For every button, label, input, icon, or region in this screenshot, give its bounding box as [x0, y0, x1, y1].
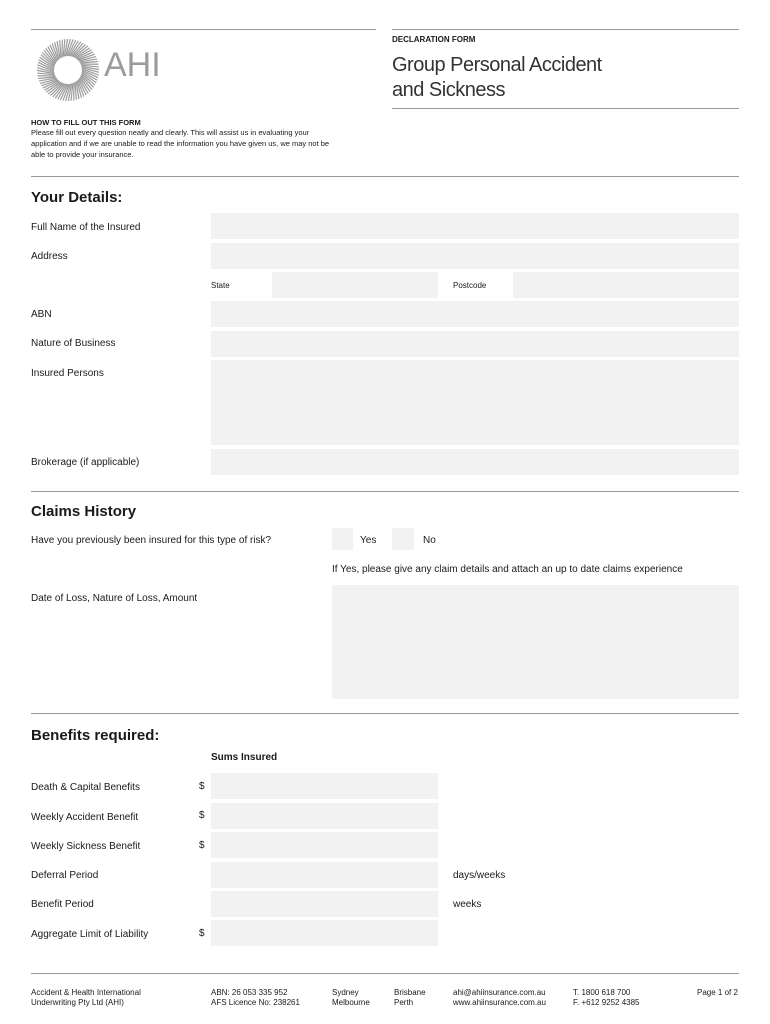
deferral-period-field[interactable] — [211, 862, 438, 888]
death-capital-label: Death & Capital Benefits — [31, 782, 140, 793]
insured-persons-label: Insured Persons — [31, 368, 104, 379]
abn-text: ABN: 26 053 335 952 — [211, 988, 288, 997]
state-label: State — [211, 281, 230, 290]
brokerage-field[interactable] — [211, 449, 739, 475]
instructions-line: Please fill out every question neatly and clearly. This will assist us in evaluating your — [31, 128, 310, 137]
footer-company — [31, 988, 141, 1008]
state-field[interactable] — [272, 272, 438, 298]
your-details-title: Your Details: — [31, 189, 123, 206]
sums-insured-heading: Sums Insured — [211, 752, 278, 763]
form-kind: DECLARATION FORM — [392, 35, 476, 44]
nature-of-business-label: Nature of Business — [31, 338, 116, 349]
abn-field[interactable] — [211, 301, 739, 327]
postcode-label: Postcode — [453, 281, 487, 290]
afs-text: AFS Licence No: 238261 — [211, 998, 300, 1007]
yes-label: Yes — [360, 535, 377, 546]
currency-symbol: $ — [199, 781, 205, 792]
header-rule-left — [31, 29, 376, 30]
death-capital-field[interactable] — [211, 773, 438, 799]
yes-checkbox[interactable] — [332, 528, 353, 550]
city: Melbourne — [332, 998, 370, 1007]
weekly-sickness-label: Weekly Sickness Benefit — [31, 841, 141, 852]
address-label: Address — [31, 251, 68, 262]
email-link[interactable]: ahi@ahiinsurance.com.au — [453, 988, 546, 997]
no-checkbox[interactable] — [392, 528, 414, 550]
section-rule-details — [31, 176, 739, 177]
city: Brisbane — [394, 988, 426, 997]
instructions-line: application and if we are unable to read the information you have given us, we may not be — [31, 139, 330, 148]
city: Perth — [394, 998, 414, 1007]
footer-contact-phone — [573, 988, 640, 1008]
benefit-period-label: Benefit Period — [31, 899, 94, 910]
footer-rule — [31, 973, 739, 974]
benefit-period-unit: weeks — [453, 899, 482, 910]
brokerage-label: Brokerage (if applicable) — [31, 457, 140, 468]
instructions-line: able to provide your insurance. — [31, 150, 134, 159]
section-rule-benefits — [31, 713, 739, 714]
section-rule-claims — [31, 491, 739, 492]
footer-cities-2 — [394, 988, 426, 1008]
deferral-period-label: Deferral Period — [31, 870, 99, 881]
weekly-accident-label: Weekly Accident Benefit — [31, 812, 139, 823]
page-title — [392, 53, 602, 103]
website-link[interactable]: www.ahiinsurance.com.au — [453, 998, 546, 1007]
loss-details-field[interactable] — [332, 585, 739, 699]
instructions-heading: HOW TO FILL OUT THIS FORM — [31, 118, 141, 127]
phone-text: T. 1800 618 700 — [573, 988, 631, 997]
full-name-label: Full Name of the Insured — [31, 222, 141, 233]
aggregate-limit-field[interactable] — [211, 920, 438, 946]
weekly-sickness-field[interactable] — [211, 832, 438, 858]
claims-history-title: Claims History — [31, 503, 137, 520]
insured-before-question: Have you previously been insured for this type of risk? — [31, 535, 272, 546]
aggregate-limit-label: Aggregate Limit of Liability — [31, 929, 149, 940]
address-field[interactable] — [211, 243, 739, 269]
page-number: Page 1 of 2 — [697, 988, 738, 997]
no-label: No — [423, 535, 436, 546]
footer-registration — [211, 988, 300, 1008]
ahi-logo-icon — [36, 38, 100, 102]
fax-text: F. +612 9252 4385 — [573, 998, 640, 1007]
title-line-1: Group Personal Accident — [392, 54, 602, 76]
nature-of-business-field[interactable] — [211, 331, 739, 357]
deferral-unit: days/weeks — [453, 870, 506, 881]
company-line: Underwriting Pty Ltd (AHI) — [31, 998, 124, 1007]
abn-label: ABN — [31, 309, 52, 320]
logo-text: AHI — [104, 46, 161, 84]
footer-contact-web — [453, 988, 546, 1008]
currency-symbol: $ — [199, 810, 205, 821]
weekly-accident-field[interactable] — [211, 803, 438, 829]
currency-symbol: $ — [199, 928, 205, 939]
full-name-field[interactable] — [211, 213, 739, 239]
title-rule — [392, 108, 739, 109]
loss-details-label: Date of Loss, Nature of Loss, Amount — [31, 593, 198, 604]
if-yes-note: If Yes, please give any claim details and attach an up to date claims experience — [332, 564, 683, 575]
footer-cities-1 — [332, 988, 370, 1008]
title-line-2: and Sickness — [392, 79, 505, 101]
benefits-title: Benefits required: — [31, 727, 160, 744]
postcode-field[interactable] — [513, 272, 739, 298]
instructions-text — [31, 127, 329, 160]
city: Sydney — [332, 988, 359, 997]
currency-symbol: $ — [199, 840, 205, 851]
benefit-period-field[interactable] — [211, 891, 438, 917]
insured-persons-field[interactable] — [211, 360, 739, 445]
company-line: Accident & Health International — [31, 988, 141, 997]
header-rule-right — [392, 29, 739, 30]
